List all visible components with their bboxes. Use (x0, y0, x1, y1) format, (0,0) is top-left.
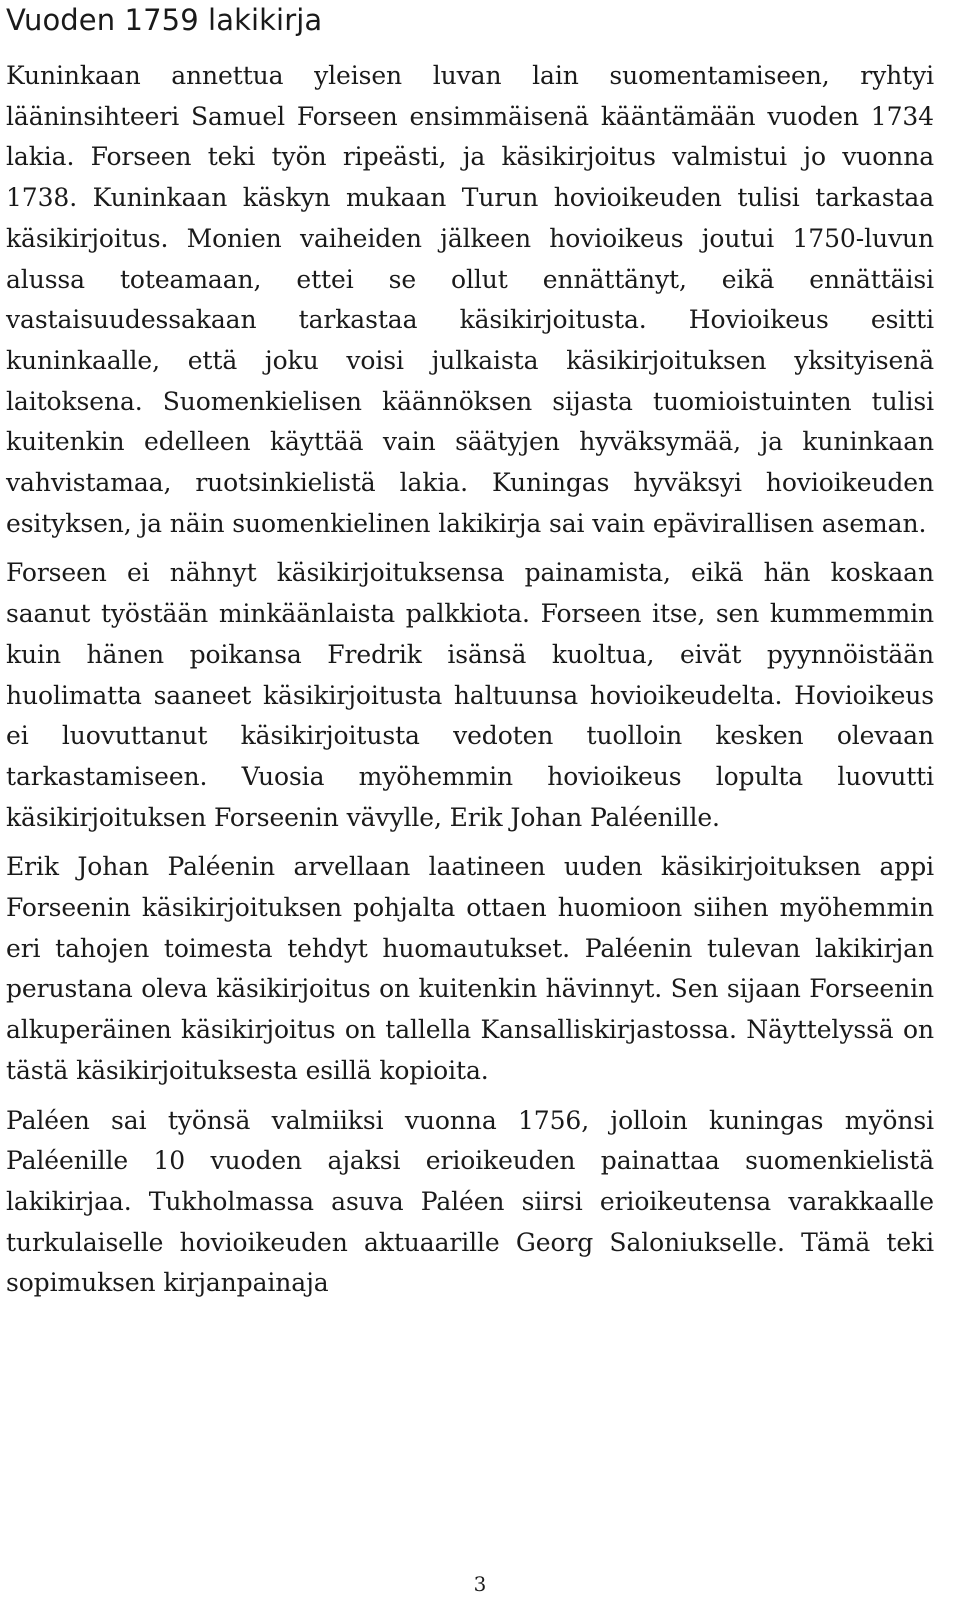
paragraph: Paléen sai työnsä valmiiksi vuonna 1756, jolloin kuningas myönsi Paléenille 10 vuoden ajaksi erioikeuden painattaa suomenkielistä lakikirjaa. Tukholmassa asuva Paléen siirsi erioikeutensa varakkaalle turkulaiselle hovioikeuden aktuaarille Georg Saloniukselle. Tämä teki sopimuksen kirjanpainaja (6, 1105, 934, 1298)
page-number: 3 (473, 1572, 487, 1596)
paragraph: Erik Johan Paléenin arvellaan laatineen uuden käsikirjoituksen appi Forseenin käsikirjoituksen pohjalta ottaen huomioon siihen myöhemmin eri tahojen toimesta tehdyt huomautukset. Paléenin tulevan lakikirjan perustana oleva käsikirjoitus on kuitenkin hävinnyt. Sen sijaan Forseenin alkuperäinen käsikirjoitus on tallella Kansalliskirjastossa. Näyttelyssä on tästä käsikirjoituksesta esillä kopioita. (6, 852, 934, 1085)
paragraph: Kuninkaan annettua yleisen luvan lain suomentamiseen, ryhtyi lääninsihteeri Samuel Forseen ensimmäisenä kääntämään vuoden 1734 lakia. Forseen teki työn ripeästi, ja käsikirjoitus valmistui jo vuonna 1738. Kuninkaan käskyn mukaan Turun hovioikeuden tulisi tarkastaa käsikirjoitus. Monien vaiheiden jälkeen hovioikeus joutui 1750-luvun alussa toteamaan, ettei se ollut ennättänyt, eikä ennättäisi vastaisuudessakaan tarkastaa käsikirjoitusta. Hovioikeus esitti kuninkaalle, että joku voisi julkaista käsikirjoituksen yksityisenä laitoksena. Suomenkielisen käännöksen sijasta tuomioistuinten tulisi kuitenkin edelleen käyttää vain säätyjen hyväksymää, ja kuninkaan vahvistamaa, ruotsinkielistä lakia. Kuningas hyväksyi hovioikeuden esityksen, ja näin suomenkielinen lakikirja sai vain epävirallisen aseman. (6, 61, 934, 538)
page-title: Vuoden 1759 lakikirja (6, 3, 323, 37)
body-text (6, 56, 934, 1313)
paragraph: Forseen ei nähnyt käsikirjoituksensa painamista, eikä hän koskaan saanut työstään minkäänlaista palkkiota. Forseen itse, sen kummemmin kuin hänen poikansa Fredrik isänsä kuoltua, eivät pyynnöistään huolimatta saaneet käsikirjoitusta haltuunsa hovioikeudelta. Hovioikeus ei luovuttanut käsikirjoitusta vedoten tuolloin kesken olevaan tarkastamiseen. Vuosia myöhemmin hovioikeus lopulta luovutti käsikirjoituksen Forseenin vävylle, Erik Johan Paléenille. (6, 558, 934, 832)
